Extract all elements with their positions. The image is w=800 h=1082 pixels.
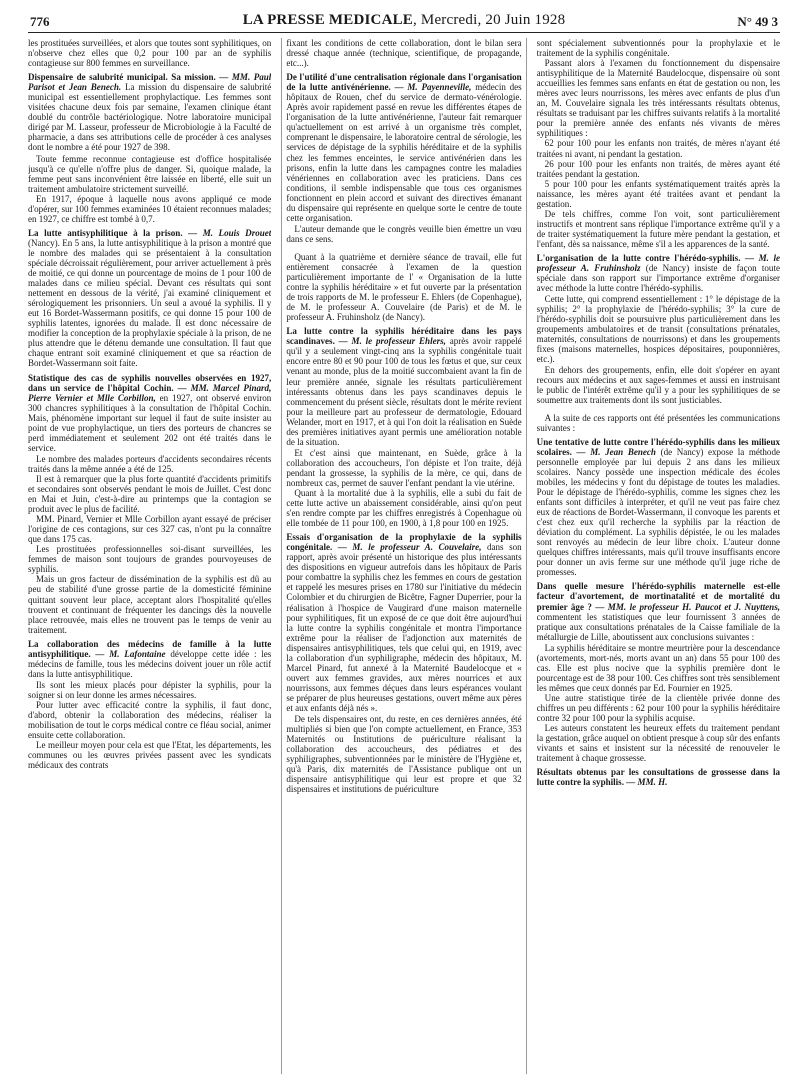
heading-authors: — MM. H. bbox=[623, 777, 668, 788]
column-1 bbox=[28, 38, 271, 1074]
section-heading bbox=[28, 639, 271, 679]
heading-title: Statistique des cas de syphilis nouvelles observées en 1927, dans un service de l'hôpital Cochin. bbox=[28, 372, 272, 393]
paragraph: Le nombre des malades porteurs d'accidents secondaires récents traités dans la même année a été de 125. bbox=[28, 453, 272, 474]
paragraph: Une autre statistique tirée de la clientèle privée donne des chiffres un peu différents : 62 pour 100 pour la syphilis héréditaire contre 32 pour 100 pour la syphilis acquise. bbox=[536, 692, 780, 724]
paragraph: En 1917, époque à laquelle nous avons appliqué ce mode d'opérer, sur 100 femmes examinées 10 étaient reconnues malades; en 1927, ce chiffre est tombé à 0,7. bbox=[28, 193, 272, 224]
paragraph: Cette lutte, qui comprend essentiellement : 1° le dépistage de la syphilis; 2° la prophylaxie de l'hérédo-syphilis; 3° la cure de l'hérédo-syphilis doit se poursuivre plus particulièrement dans les groupements ambulatoires et de transit (consultations prénatales, maternités, consultations de nourrissons) et dans les groupements fixes (maisons maternelles, hospices dépositaires, pouponnières, etc.). bbox=[536, 294, 780, 365]
page-number: 776 bbox=[30, 14, 50, 29]
heading-body: médecin des hôpitaux de Rouen, chef du service de dermato-vénérologie. Après avoir rapidement passé en revue les différentes étapes de l'organisation de la lutte antivénérienne, l'auteur fait remarquer qu'actuellement on est arrivé à un organisme très complet, comprenant le dispensaire, le laboratoire central de sérologie, les services de dépistage de la syphilis héréditaire et de la syphilis chez les femmes enceintes, le service antivénérien dans les prisons, enfin la lutte dans les campagnes contre les maladies vénériennes en collaboration avec les praticiens. Dans ces conditions, il semble indispensable que tous ces organismes fonctionnent en plein accord et suivant des directives émanant du dispensaire qui représente en quelque sorte le centre de toute cette organisation. bbox=[286, 82, 522, 223]
heading-body: (de Nancy) insiste de façon toute spéciale dans son rapport sur l'importance extrême d'organiser avec méthode la lutte contre l'hérédo-syphilis. bbox=[536, 263, 780, 294]
paragraph: 62 pour 100 pour les enfants non traités, de mères n'ayant été traitées ni avant, ni pendant la gestation. bbox=[536, 138, 780, 159]
paragraph: Il est à remarquer que la plus forte quantité d'accidents primitifs et secondaires sont observés pendant le mois de Juillet. C'est donc en Mai et Juin, c'est-à-dire au printemps que la contagion se produit avec le plus de facilité. bbox=[28, 473, 272, 515]
heading-body: en 1927, ont observé environ 300 chancres syphilitiques à la consultation de l'hôpital Cochin. Mais, phénomène important sur lequel il faut de suite insister au point de vue prophylactique, un tiers des porteurs de chancres se perd immédiatement et seulement 202 ont été traités dans le service. bbox=[28, 392, 272, 453]
spacer bbox=[286, 244, 521, 252]
journal-name: LA PRESSE MEDICALE bbox=[242, 12, 414, 28]
paragraph: Pour lutter avec efficacité contre la syphilis, il faut donc, d'abord, obtenir la collaboration des médecins, réaliser la mobilisation de tout le corps médical contre ce fléau social, animer ensuite cette collaboration. bbox=[28, 700, 272, 741]
paragraph: Les prostituées professionnelles soi-disant surveillées, les femmes de maison sont toujours de grandes pourvoyeuses de syphilis. bbox=[28, 544, 272, 575]
heading-authors: — M. le professeur A. Couvelaire, bbox=[332, 542, 482, 553]
section-heading bbox=[537, 581, 780, 641]
heading-body: dans son rapport, après avoir présenté un historique des plus intéressants des dispositions en vigueur autrefois dans les hôpitaux de Paris pour combattre la syphilis chez les femmes en cours de gestation et rappelé les mesures prises en 1780 sur l'initiative du médecin Colombier et du chirurgien de Bicêtre, Fagner Duperrier, pour la réalisation à l'hospice de Vaugirard d'une maison maternelle pour syphilitiques, fit un exposé de ce que doit être aujourd'hui la lutte contre la syphilis congénitale et montra l'importance extrême pour la réaliser de l'adjonction aux maternités de dispensaires antisyphilitiques, tels que celui qui, en 1919, avec la collaboration d'un syphiligraphe, médecin des hôpitaux, M. Marcel Pinard, fut annexé à la Maternité Baudelocque et « ouvert aux femmes gravides, aux mères nourrices et aux nourrissons, aux femmes déçues dans leurs espérances voulant se préparer de plus heureuses gestations, ouvert même aux pères et aux enfants déjà nés ». bbox=[286, 542, 522, 713]
heading-authors: — M. le professeur Ehlers, bbox=[334, 336, 446, 347]
paragraph: A la suite de ces rapports ont été présentées les communications suivantes : bbox=[536, 412, 780, 433]
paragraph: Le meilleur moyen pour cela est que l'Etat, les départements, les communes ou les œuvres privées passent avec les syndicats médicaux des contrats bbox=[28, 740, 272, 771]
issue-date: , Mercredi, 20 Juin 1928 bbox=[413, 12, 566, 28]
paragraph: Mais un gros facteur de dissémination de la syphilis est dû au peu de stabilité d'une grosse partie de la domesticité féminine quittant souvent leur place, acceptant alors l'hospitalité qu'elles trouvent et continuant de fréquenter les dancings dès la nouvelle place retrouvée, mais elles ne trouvent pas le temps de venir au traitement. bbox=[28, 574, 272, 635]
heading-body: (Nancy). En 5 ans, la lutte antisyphilitique à la prison a montré que le nombre des malades qui se présentaient à la consultation spéciale décroissait régulièrement, pour arriver actuellement à près de moitié, ce qui donne un pourcentage de moins de 1 pour 100 de malades dans ce milieu spécial. Devant ces résultats qui sont nettement en dessous de la vérité, j'ai examiné cliniquement et sérologiquement les prisonniers. Un seul a avoué la syphilis. Il y eut 16 Bordet-Wassermann positifs, ce qui donne 15 pour 100 de syphilis latentes, ignorées du malade. Il est donc nécessaire de modifier la conception de la prophylaxie spéciale à la prison, de ne plus attendre que le détenu demande une consultation. Il faut que chaque entrant soit examiné cliniquement et que sa réaction de Bordet-Wassermann soit faite. bbox=[28, 237, 272, 369]
heading-title: L'organisation de la lutte contre l'hérédo-syphilis. bbox=[536, 252, 741, 263]
heading-body: développe cette idée : les médecins de famille, tous les médecins doivent jouer un rôle actif dans la lutte antisyphilitique. bbox=[28, 648, 272, 679]
heading-authors: — M. Jean Benech bbox=[571, 446, 656, 457]
article-columns bbox=[28, 38, 780, 1074]
column-2 bbox=[281, 38, 526, 1074]
paragraph: Quant à la mortalité due à la syphilis, elle a subi du fait de cette lutte active un abaissement considérable, ainsi qu'on peut s'en rendre compte par les chiffres enregistrés à Copenhague où elle tombée de 11 pour 100, en 1900, à 1,8 pour 100 en 1925. bbox=[286, 488, 522, 529]
section-heading bbox=[537, 437, 780, 578]
paragraph: Et c'est ainsi que maintenant, en Suède, grâce à la collaboration des accoucheurs, l'on dépiste et l'on traite, déjà pendant la grossesse, la syphilis de la mère, ce qui, dans de nombreux cas, permet de sauver l'enfant pendant la vie utérine. bbox=[286, 447, 522, 488]
heading-title: La lutte antisyphilitique à la prison. bbox=[28, 227, 183, 238]
section-heading bbox=[286, 532, 521, 713]
heading-authors: — M. le professeur A. Fruhinsholz bbox=[536, 252, 780, 274]
heading-body: commentent les statistiques que leur fournissent 3 années de pratique aux consultations prénatales de la Caisse familiale de la métallurgie de Lille, aboutissent aux conclusions suivantes : bbox=[536, 611, 780, 642]
heading-title: Résultats obtenus par les consultations de grossesse dans la lutte contre la syphilis. bbox=[536, 767, 780, 788]
paragraph: Toute femme reconnue contagieuse est d'office hospitalisée jusqu'à ce qu'elle n'offre plus de danger. Si, quoique malade, la femme peut sans inconvénient être laissée en liberté, elle suit un traitement ambulatoire strictement surveillé. bbox=[28, 153, 272, 194]
paragraph: les prostituées surveillées, et alors que toutes sont syphilitiques, on n'observe chez elles que 0,2 pour 100 par an de syphilis contagieuse sur 800 femmes en surveillance. bbox=[28, 38, 272, 69]
heading-authors: — MM. Paul Parisot et Jean Benech. bbox=[28, 72, 272, 93]
section-heading bbox=[286, 326, 521, 447]
section-heading bbox=[537, 253, 780, 293]
heading-title: Une tentative de lutte contre l'hérédo-syphilis dans les milieux scolaires. bbox=[536, 436, 780, 457]
heading-title: Dans quelle mesure l'hérédo-syphilis maternelle est-elle facteur d'avortement, de mortinatalité et de mortalité du premier âge ? bbox=[536, 581, 780, 612]
heading-title: La collaboration des médecins de famille à la lutte antisyphilitique. bbox=[28, 638, 272, 659]
paragraph: Ils sont les mieux placés pour dépister la syphilis, pour la soigner si on leur donne les armes nécessaires. bbox=[28, 679, 272, 700]
paragraph: 5 pour 100 pour les enfants systématiquement traités après la naissance, les mères ayant été traitées avant et pendant la gestation. bbox=[536, 178, 780, 209]
column-3 bbox=[537, 38, 780, 1074]
paragraph: De tels dispensaires ont, du reste, en ces dernières années, été multipliés si bien que l'on compte actuellement, en France, 353 Maternités ou Institutions de puériculture réalisant la collaboration des accoucheurs, des pédiatres et des syphiligraphes, subventionnées par le ministère de l'Hygiène et, qu'à Paris, dix maternités de l'Assistance publique ont un dispensaire antisyphilitique qui leur est propre et que 32 dispensaires et institutions de puériculture bbox=[286, 714, 522, 795]
section-heading bbox=[537, 767, 780, 787]
spacer bbox=[537, 405, 780, 413]
paragraph: fixant les conditions de cette collaboration, dont le bilan sera dressé chaque année (technique, scientifique, de propagande, etc...). bbox=[286, 38, 522, 69]
heading-title: La lutte contre la syphilis héréditaire dans les pays scandinaves. bbox=[286, 326, 522, 347]
paragraph: MM. Pinard, Vernier et Mlle Corbillon ayant essayé de préciser l'origine de ces contagions, sur ces 327 cas, n'ont pu la connaître que dans 175 cas. bbox=[28, 514, 272, 545]
section-heading bbox=[28, 72, 271, 152]
paragraph: Passant alors à l'examen du fonctionnement du dispensaire antisyphilitique de la Maternité Baudelocque, dispensaire où sont accueillies les femmes sans enfants en état de gestation ou non, les mères avec leurs nourrissons, les mères avec enfants de plus d'un an, M. Couvelaire signala les très intéressants résultats obtenus, résultats se traduisant par les chiffres suivants relatifs à la mortalité pour la première année des enfants nés vivants de mères syphilitiques : bbox=[536, 58, 780, 139]
paragraph: 26 pour 100 pour les enfants non traités, de mères ayant été traitées pendant la gestation. bbox=[536, 158, 780, 179]
heading-authors: — M. Payenneville, bbox=[390, 82, 472, 93]
heading-title: De l'utilité d'une centralisation régionale dans l'organisation de la lutte antivénérienne. bbox=[286, 72, 522, 93]
heading-body: La mission du dispensaire de salubrité municipal est essentiellement prophylactique. Les femmes sont visitées chacune deux fois par semaine, l'examen clinique étant doublé du contrôle bactériologique. Notre laboratoire municipal dirigé par M. Lasseur, professeur de Microbiologie à la Faculté de pharmacie, a dans ses attributions celle de procéder à ces analyses dont le nombre a été pour 1927 de 398. bbox=[28, 82, 272, 153]
issue-number: N° 49 3 bbox=[737, 14, 778, 29]
section-heading bbox=[28, 228, 271, 369]
running-title bbox=[28, 12, 780, 29]
page-header bbox=[28, 6, 780, 33]
paragraph: En dehors des groupements, enfin, elle doit s'opérer en ayant recours aux médecins et aux sages-femmes et aussi en instruisant le public de l'intérêt extrême qu'il y a pour les syphilitiques de se soumettre aux traitements dont ils sont justiciables. bbox=[536, 364, 780, 405]
paragraph: L'auteur demande que le congrès veuille bien émettre un vœu dans ce sens. bbox=[286, 223, 522, 244]
section-heading bbox=[28, 373, 271, 453]
heading-authors: — MM. Marcel Pinard, Pierre Vernier et Mlle Corbillon, bbox=[28, 382, 272, 403]
paragraph: Quant à la quatrième et dernière séance de travail, elle fut entièrement consacrée à l'examen de la question particulièrement importante de l' « Organisation de la lutte contre la syphilis héréditaire » et fut ouverte par la présentation de trois rapports de M. le professeur E. Ehlers (de Copenhague), de M. le professeur A. Couvelaire (de Paris) et de M. le professeur A. Fruhinsholz (de Nancy). bbox=[286, 251, 522, 323]
section-heading bbox=[286, 72, 521, 223]
heading-body: (de Nancy) expose la méthode personnelle employée par lui depuis 2 ans dans les milieux scolaires. Nancy possède une inspection médicale des écoles mobiles, les médecins y font du dépistage de toutes les maladies. Pour le dépistage de l'hérédo-syphilis, comme les signes chez les enfants sont difficiles à interpréter, et qu'il ne veut pas faire chez eux de réactions de Bordet-Wassermann, il convoque les parents et c'est chez eux qu'il recherche la syphilis par la réaction de déviation du complément. La syphilis dépistée, le ou les malades sont renvoyés au médecin de leur libre choix. L'auteur donne quelques chiffres intéressants, mais qu'il trouve insuffisants encore pour donner un avis ferme sur une méthode qu'il juge riche de promesses. bbox=[536, 446, 780, 578]
heading-body: après avoir rappelé qu'il y a seulement vingt-cinq ans la syphilis congénitale tuait encore entre 80 et 90 pour 100 de tous les fœtus et que, sur ceux venant au monde, plus de la moitié succombaient avant la fin de leur première année, signale les résultats particulièrement intéressants obtenus dans les pays scandinaves depuis le commencement du présent siècle, résultats dont le mérite revient pour la meilleure part au professeur de dermatologie, Edouard Welander, mort en 1917, et à qui l'on doit la réalisation en Suède des premières initiatives ayant permis une amélioration notable de la situation. bbox=[286, 336, 522, 447]
heading-authors: — MM. le professeur H. Paucot et J. Nuyttens, bbox=[591, 601, 780, 612]
paragraph: sont spécialement subventionnés pour la prophylaxie et le traitement de la syphilis congénitale. bbox=[536, 38, 780, 59]
heading-authors: — M. Louis Drouet bbox=[182, 227, 272, 238]
paragraph: Les auteurs constatent les heureux effets du traitement pendant la gestation, grâce auquel on obtient presque à coup sûr des enfants vivants et sains et insistent sur la nécessité de renouveler le traitement à chaque grossesse. bbox=[536, 723, 780, 764]
heading-title: Dispensaire de salubrité municipal. Sa mission. bbox=[28, 72, 216, 83]
heading-title: Essais d'organisation de la prophylaxie de la syphilis congénitale. bbox=[286, 532, 522, 553]
paragraph: De tels chiffres, comme l'on voit, sont particulièrement instructifs et montrent sans réplique l'importance extrême qu'il y a de traiter systématiquement la future mère pendant la gestation, et l'enfant, dès sa naissance, même s'il a les apparences de la santé. bbox=[536, 208, 780, 249]
paragraph: La syphilis héréditaire se montre meurtrière pour la descendance (avortements, mort-nés, morts avant un an) dans 55 pour 100 des cas. Elle est plus nocive que la syphilis première dont le pourcentage est de 38 pour 100. Ces chiffres sont très sensiblement les mêmes que ceux donnés par Ed. Fournier en 1925. bbox=[536, 642, 780, 693]
heading-authors: — M. Lafontaine bbox=[90, 648, 166, 659]
